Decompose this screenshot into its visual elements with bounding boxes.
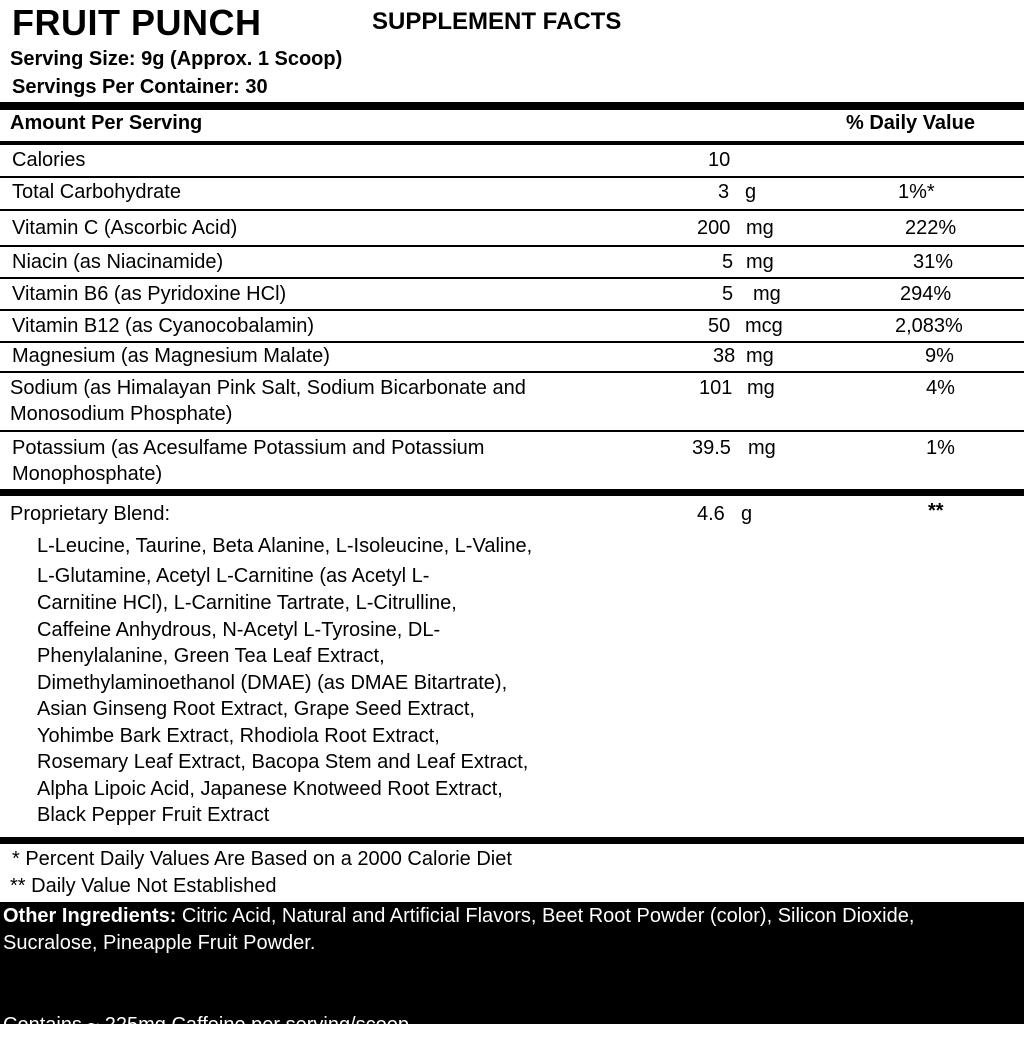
daily-value-header: % Daily Value <box>846 112 975 134</box>
nutrient-daily-value: 9% <box>925 345 954 367</box>
blend-daily-value: ** <box>928 500 944 522</box>
nutrient-amount: 101 <box>699 377 733 399</box>
thick-rule-blend <box>0 489 1024 496</box>
flavor-title: FRUIT PUNCH <box>12 2 262 43</box>
other-ingredients-line2: Sucralose, Pineapple Fruit Powder. <box>3 932 316 954</box>
blend-ingredients-line: Phenylalanine, Green Tea Leaf Extract, <box>37 645 385 667</box>
nutrient-daily-value: 294% <box>900 283 952 305</box>
blend-ingredients-line: Dimethylaminoethanol (DMAE) (as DMAE Bitartrate), <box>37 672 508 694</box>
nutrient-name: Vitamin C (Ascorbic Acid) <box>12 217 238 239</box>
nutrient-name: Niacin (as Niacinamide) <box>12 251 224 273</box>
nutrient-daily-value: 1% <box>926 437 955 459</box>
other-ingredients-box <box>0 902 1024 1036</box>
row-divider <box>0 176 1024 178</box>
nutrient-daily-value: 222% <box>905 217 957 239</box>
blend-ingredients-line: L-Glutamine, Acetyl L-Carnitine (as Acetyl L- <box>37 565 430 587</box>
nutrient-name-line2: Monophosphate) <box>12 463 163 485</box>
blend-ingredients-line: Black Pepper Fruit Extract <box>37 804 270 826</box>
thick-rule-top <box>0 102 1024 110</box>
blend-ingredients-line: Yohimbe Bark Extract, Rhodiola Root Extract, <box>37 725 440 747</box>
nutrient-amount: 200 <box>697 217 731 239</box>
header-rule <box>0 141 1024 145</box>
nutrient-unit: g <box>745 181 757 203</box>
nutrient-daily-value: 2,083% <box>895 315 963 337</box>
amount-per-serving-header: Amount Per Serving <box>10 112 203 134</box>
other-ingredients-text: Citric Acid, Natural and Artificial Flavors, Beet Root Powder (color), Silicon Dioxide, <box>176 905 915 927</box>
serving-size: Serving Size: 9g (Approx. 1 Scoop) <box>10 48 343 70</box>
blend-amount: 4.6 <box>697 503 725 525</box>
nutrient-name: Magnesium (as Magnesium Malate) <box>12 345 330 367</box>
blend-unit: g <box>741 503 753 525</box>
blend-ingredients-line: Asian Ginseng Root Extract, Grape Seed Extract, <box>37 698 475 720</box>
supplement-facts-title: SUPPLEMENT FACTS <box>372 8 622 35</box>
other-ingredients-label: Other Ingredients: <box>3 905 177 927</box>
nutrient-unit: mg <box>746 251 774 273</box>
row-divider <box>0 371 1024 373</box>
nutrient-daily-value: 31% <box>913 251 954 273</box>
servings-per-container: Servings Per Container: 30 <box>12 76 268 98</box>
nutrient-unit: mg <box>748 437 776 459</box>
nutrient-amount: 3 <box>718 181 730 203</box>
nutrient-name-line2: Monosodium Phosphate) <box>10 403 233 425</box>
row-divider <box>0 430 1024 432</box>
nutrient-amount: 50 <box>708 315 731 337</box>
row-divider <box>0 209 1024 211</box>
nutrient-unit: mg <box>746 217 774 239</box>
thick-rule-footnotes <box>0 837 1024 844</box>
nutrient-name: Vitamin B6 (as Pyridoxine HCl) <box>12 283 287 305</box>
row-divider <box>0 309 1024 311</box>
row-divider <box>0 277 1024 279</box>
nutrient-amount: 5 <box>722 283 734 305</box>
row-divider <box>0 341 1024 343</box>
nutrient-unit: mg <box>753 283 781 305</box>
nutrient-name: Vitamin B12 (as Cyanocobalamin) <box>12 315 315 337</box>
nutrient-daily-value: 4% <box>926 377 955 399</box>
nutrient-name: Calories <box>12 149 86 171</box>
caffeine-content: Contains ~ 225mg Caffeine per serving/scoop. <box>3 1014 415 1036</box>
nutrient-amount: 39.5 <box>692 437 731 459</box>
footnote-not-established: ** Daily Value Not Established <box>10 875 277 897</box>
nutrient-unit: mg <box>747 377 775 399</box>
nutrient-amount: 10 <box>708 149 731 171</box>
row-divider <box>0 245 1024 247</box>
nutrient-unit: mcg <box>745 315 783 337</box>
nutrient-name-line1: Sodium (as Himalayan Pink Salt, Sodium Bicarbonate and <box>10 377 526 399</box>
blend-name: Proprietary Blend: <box>10 503 171 525</box>
nutrient-amount: 5 <box>722 251 734 273</box>
blend-ingredients-line: L-Leucine, Taurine, Beta Alanine, L-Isoleucine, L-Valine, <box>37 535 533 557</box>
blend-ingredients-line: Carnitine HCl), L-Carnitine Tartrate, L-Citrulline, <box>37 592 457 614</box>
blend-ingredients-line: Alpha Lipoic Acid, Japanese Knotweed Root Extract, <box>37 778 503 800</box>
nutrient-daily-value: 1%* <box>898 181 935 203</box>
nutrient-name-line1: Potassium (as Acesulfame Potassium and Potassium <box>12 437 485 459</box>
blend-ingredients-line: Caffeine Anhydrous, N-Acetyl L-Tyrosine, DL- <box>37 619 441 641</box>
nutrient-unit: mg <box>746 345 774 367</box>
nutrient-name: Total Carbohydrate <box>12 181 181 203</box>
other-ingredients-line1 <box>3 905 914 928</box>
footnote-percent-daily: * Percent Daily Values Are Based on a 2000 Calorie Diet <box>12 848 512 870</box>
blend-ingredients-line: Rosemary Leaf Extract, Bacopa Stem and Leaf Extract, <box>37 751 529 773</box>
nutrient-amount: 38 <box>713 345 736 367</box>
